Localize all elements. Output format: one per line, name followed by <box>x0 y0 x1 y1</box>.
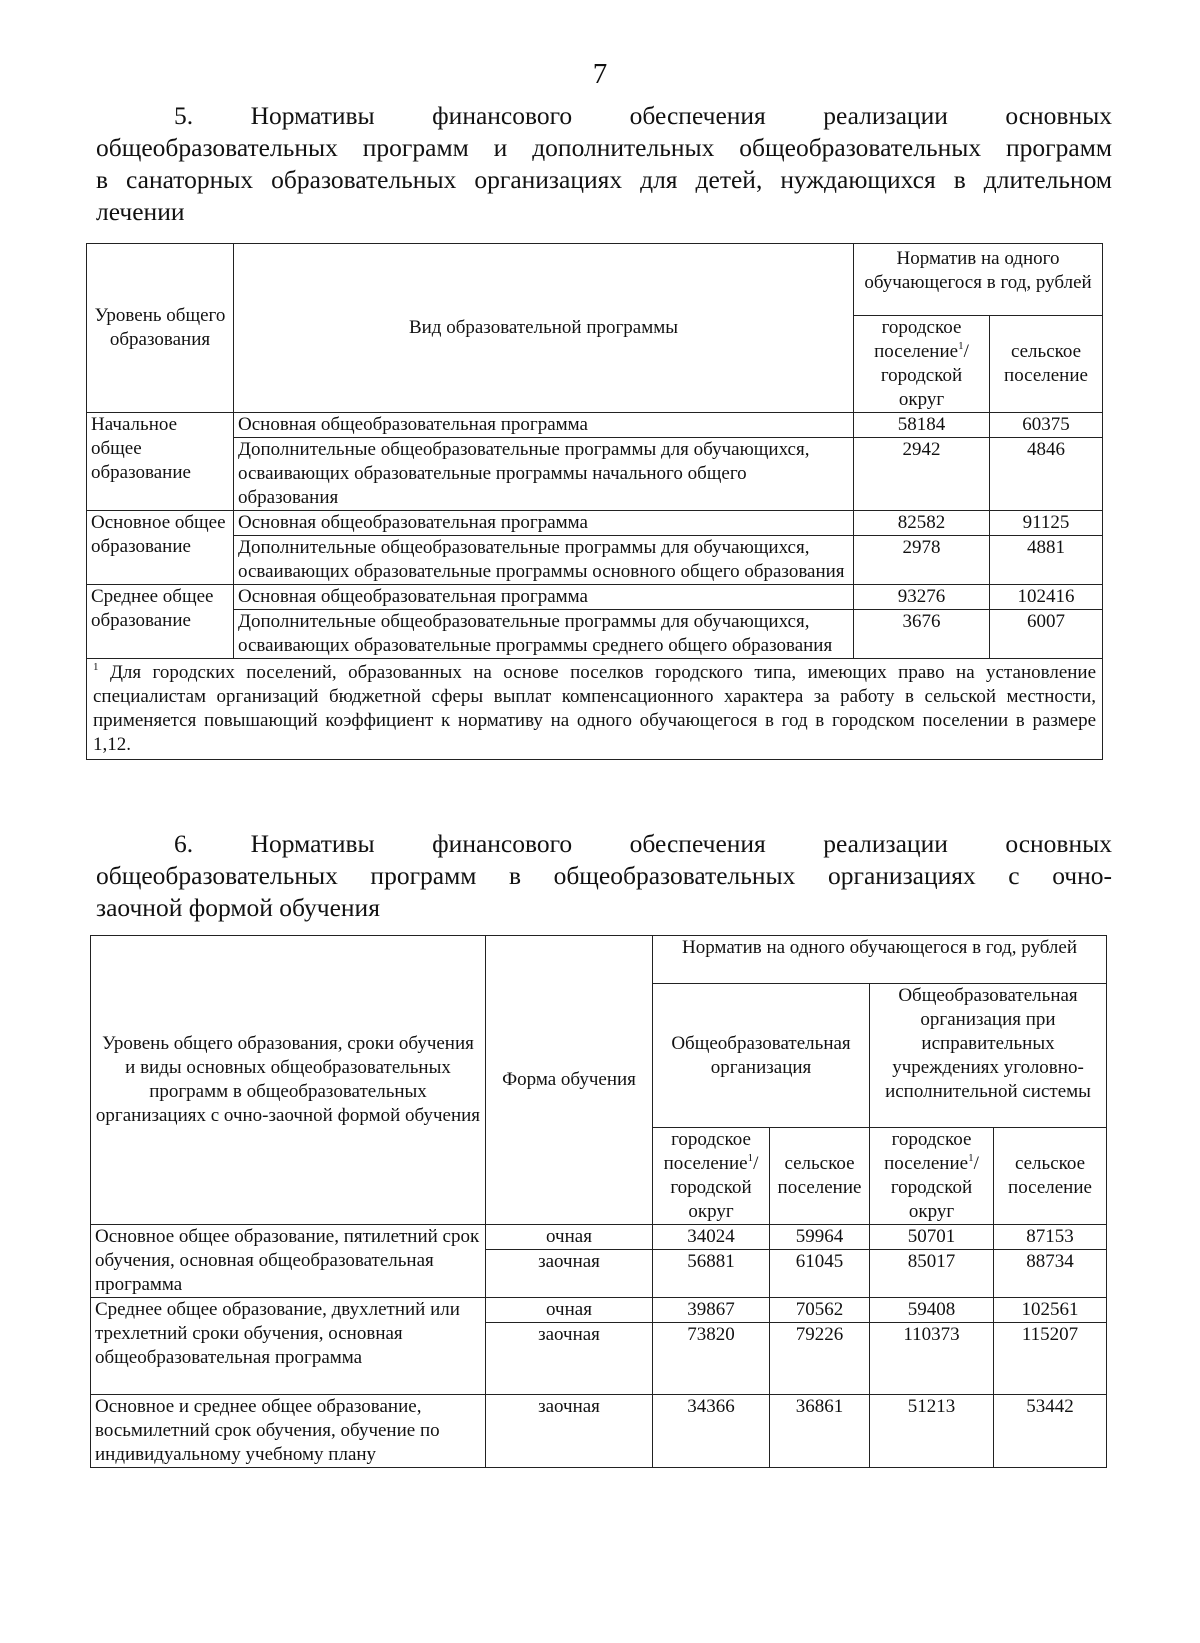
urban-value: 82582 <box>854 511 990 536</box>
header-form: Форма обучения <box>486 936 653 1225</box>
prison-rural-value: 88734 <box>994 1250 1107 1298</box>
rural-value: 60375 <box>990 413 1103 438</box>
heading-line: общеобразовательных программ и дополнительных общеобразовательных программ <box>96 133 1112 162</box>
program-cell: Основная общеобразовательная программа <box>234 511 854 536</box>
prison-urban-value: 85017 <box>870 1250 994 1298</box>
header-norm: Норматив на одного обучающегося в год, рублей <box>854 244 1103 316</box>
urban-value: 2978 <box>854 536 990 585</box>
footnote-ref: 1 <box>968 1152 974 1164</box>
header-org-urban <box>653 1128 770 1225</box>
form-cell: заочная <box>486 1323 653 1395</box>
heading-line: заочной формой обучения <box>96 893 380 922</box>
form-cell: очная <box>486 1225 653 1250</box>
header-urban-tail: / городской округ <box>670 1153 759 1222</box>
header-urban-label: городское поселение <box>663 1129 751 1174</box>
header-program: Вид образовательной программы <box>234 244 854 413</box>
prison-urban-value: 50701 <box>870 1225 994 1250</box>
form-cell: очная <box>486 1298 653 1323</box>
prison-urban-value: 51213 <box>870 1395 994 1468</box>
footnote-mark: 1 <box>93 661 99 673</box>
heading-line: общеобразовательных программ в общеобразовательных организациях с очно- <box>96 861 1112 890</box>
level-cell: Начальное общее образование <box>87 413 234 511</box>
prison-rural-value: 102561 <box>994 1298 1107 1323</box>
footnote-ref: 1 <box>958 340 964 352</box>
rural-value: 91125 <box>990 511 1103 536</box>
section6-table <box>90 935 1107 1468</box>
heading-line: в санаторных образовательных организациях для детей, нуждающихся в длительном <box>96 165 1112 194</box>
header-prison-rural: сельское поселение <box>994 1128 1107 1225</box>
header-org: Общеобразовательная организация <box>653 984 870 1128</box>
header-level: Уровень общего образования <box>87 244 234 413</box>
org-rural-value: 70562 <box>770 1298 870 1323</box>
header-urban-tail: / городской округ <box>890 1153 979 1222</box>
level-cell: Основное и среднее общее образование, восьмилетний срок обучения, обучение по индивидуальному учебному плану <box>91 1395 486 1468</box>
form-cell: заочная <box>486 1250 653 1298</box>
rural-value: 4881 <box>990 536 1103 585</box>
urban-value: 93276 <box>854 585 990 610</box>
header-org-prison: Общеобразовательная организация при исправительных учреждениях уголовно-исполнительной системы <box>870 984 1107 1128</box>
level-cell: Среднее общее образование, двухлетний или трехлетний сроки обучения, основная общеобразовательная программа <box>91 1298 486 1395</box>
section5-table <box>86 243 1103 760</box>
prison-urban-value: 59408 <box>870 1298 994 1323</box>
program-cell: Дополнительные общеобразовательные программы для обучающихся, осваивающих образовательные программы среднего общего образования <box>234 610 854 659</box>
program-cell: Основная общеобразовательная программа <box>234 413 854 438</box>
header-org-rural: сельское поселение <box>770 1128 870 1225</box>
level-cell: Основное общее образование, пятилетний срок обучения, основная общеобразовательная программа <box>91 1225 486 1298</box>
footnote-text: Для городских поселений, образованных на основе поселков городского типа, имеющих право на установление специалистам организаций бюджетной сферы выплат компенсационного характера за работу в сельской местности, применяется повышающий коэффициент к нормативу на одного обучающегося в год в городском поселении в размере 1,12. <box>93 662 1097 755</box>
header-norm: Норматив на одного обучающегося в год, рублей <box>653 936 1107 984</box>
prison-rural-value: 53442 <box>994 1395 1107 1468</box>
section6-heading <box>96 828 1112 924</box>
header-level: Уровень общего образования, сроки обучения и виды основных общеобразовательных программ в общеобразовательных организациях с очно-заочной формой обучения <box>91 936 486 1225</box>
urban-value: 58184 <box>854 413 990 438</box>
rural-value: 4846 <box>990 438 1103 511</box>
org-rural-value: 36861 <box>770 1395 870 1468</box>
level-cell: Среднее общее образование <box>87 585 234 659</box>
urban-value: 2942 <box>854 438 990 511</box>
org-urban-value: 34024 <box>653 1225 770 1250</box>
org-rural-value: 59964 <box>770 1225 870 1250</box>
heading-line: 5. Нормативы финансового обеспечения реализации основных <box>174 101 1112 130</box>
prison-urban-value: 110373 <box>870 1323 994 1395</box>
rural-value: 6007 <box>990 610 1103 659</box>
level-cell: Основное общее образование <box>87 511 234 585</box>
heading-line: лечении <box>96 197 185 226</box>
form-cell: заочная <box>486 1395 653 1468</box>
program-cell: Основная общеобразовательная программа <box>234 585 854 610</box>
org-urban-value: 34366 <box>653 1395 770 1468</box>
program-cell: Дополнительные общеобразовательные программы для обучающихся, осваивающих образовательные программы начального общего образования <box>234 438 854 511</box>
urban-value: 3676 <box>854 610 990 659</box>
org-rural-value: 61045 <box>770 1250 870 1298</box>
heading-line: 6. Нормативы финансового обеспечения реализации основных <box>174 829 1112 858</box>
footnote <box>87 659 1103 760</box>
prison-rural-value: 115207 <box>994 1323 1107 1395</box>
header-urban-tail: / городской округ <box>880 341 969 410</box>
header-urban <box>854 316 990 413</box>
program-cell: Дополнительные общеобразовательные программы для обучающихся, осваивающих образовательные программы основного общего образования <box>234 536 854 585</box>
header-urban-label: городское поселение <box>874 317 962 362</box>
header-prison-urban <box>870 1128 994 1225</box>
org-urban-value: 39867 <box>653 1298 770 1323</box>
section5-heading <box>96 100 1112 228</box>
org-rural-value: 79226 <box>770 1323 870 1395</box>
header-urban-label: городское поселение <box>884 1129 972 1174</box>
page-number: 7 <box>592 58 608 90</box>
org-urban-value: 56881 <box>653 1250 770 1298</box>
header-rural: сельское поселение <box>990 316 1103 413</box>
org-urban-value: 73820 <box>653 1323 770 1395</box>
rural-value: 102416 <box>990 585 1103 610</box>
footnote-ref: 1 <box>747 1152 754 1164</box>
prison-rural-value: 87153 <box>994 1225 1107 1250</box>
